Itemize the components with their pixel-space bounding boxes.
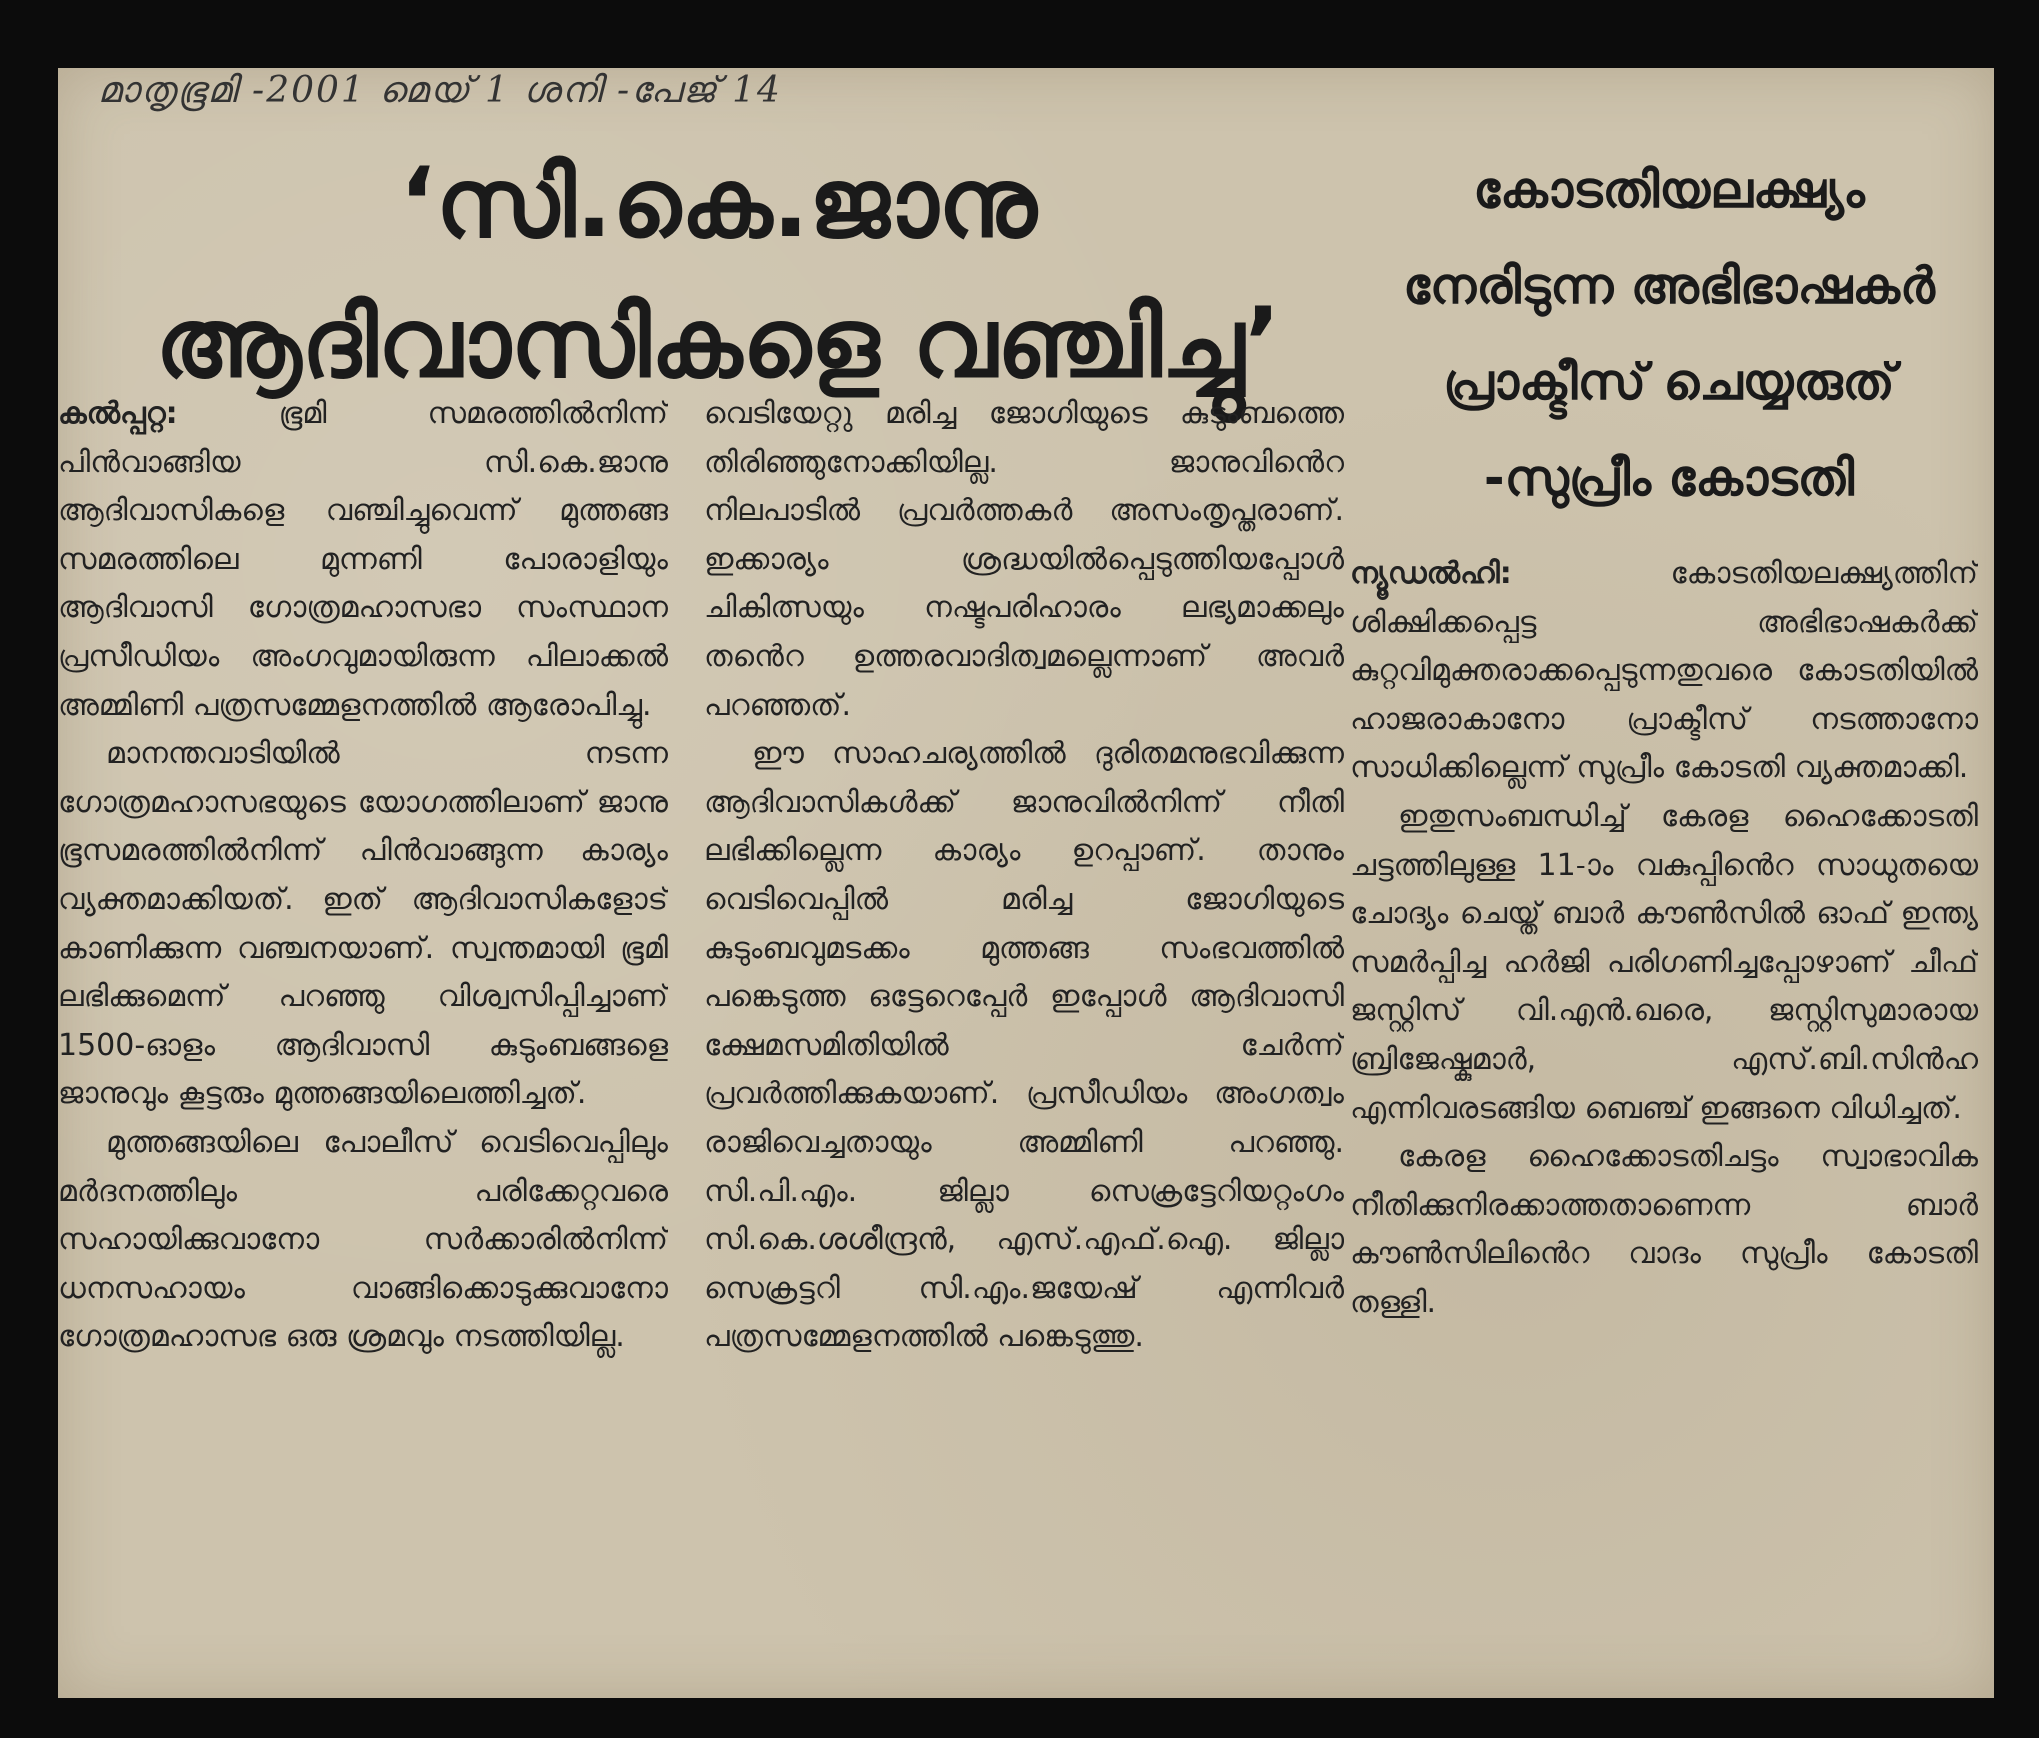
paragraph: വെടിയേറ്റു മരിച്ച ജോഗിയുടെ കുടുംബത്തെ തിരിഞ്ഞുനോക്കിയില്ല. ജാനുവിൻെറ നിലപാടിൽ പ്രവർത്തകർ അസംതൃപ്തരാണ്. ഇക്കാര്യം ശ്രദ്ധയിൽപ്പെടുത്തിയപ്പോൾ ചികിത്സയും നഷ്ടപരിഹാരം ലഭ്യമാക്കലും തൻെറ ഉത്തരവാദിത്വമല്ലെന്നാണ് അവർ പറഞ്ഞത്. <box>704 396 1344 723</box>
paragraph: ഇതുസംബന്ധിച്ച് കേരള ഹൈക്കോടതി ചട്ടത്തിലുള്ള 11-ാം വകുപ്പിൻെറ സാധുതയെ ചോദ്യം ചെയ്ത് ബാർ കൗൺസിൽ ഓഫ് ഇന്ത്യ സമർപ്പിച്ച ഹർജി പരിഗണിച്ചപ്പോഴാണ് ചീഫ് ജസ്റ്റിസ് വി.എൻ.ഖരെ, ജസ്റ്റിസുമാരായ ബ്രിജേഷ്കുമാർ, എസ്.ബി.സിൻഹ എന്നിവരടങ്ങിയ ബെഞ്ച് ഇങ്ങനെ വിധിച്ചത്. <box>1350 798 1978 1126</box>
main-headline-line-2: ആദിവാസികളെ വഞ്ചിച്ചു’ <box>155 287 1281 399</box>
paragraph-text: ഭൂമി സമരത്തിൽനിന്ന് പിൻവാങ്ങിയ സി.കെ.ജാനു ആദിവാസികളെ വഞ്ചിച്ചുവെന്ന് മുത്തങ്ങ സമരത്തിലെ മുന്നണി പോരാളിയും ആദിവാസി ഗോത്രമഹാസഭാ സംസ്ഥാന പ്രസീഡിയം അംഗവുമായിരുന്ന പിലാക്കൽ അമ്മിണി പത്രസമ്മേളനത്തിൽ ആരോപിച്ചു. <box>58 396 668 723</box>
paragraph-text: കോടതിയലക്ഷ്യത്തിന് ശിക്ഷിക്കപ്പെട്ട അഭിഭാഷകർക്ക് കുറ്റവിമുക്തരാക്കപ്പെടുന്നതുവരെ കോടതിയിൽ ഹാജരാകാനോ പ്രാക്ടീസ് നടത്താനോ സാധിക്കില്ലെന്ന് സുപ്രീം കോടതി വ്യക്തമാക്കി. <box>1350 556 1978 786</box>
main-headline-line-1: ‘സി.കെ.ജാനു <box>399 147 1037 259</box>
newspaper-clipping <box>58 68 1994 1698</box>
handwritten-source-note: മാതൃഭൂമി -2001 മെയ് 1 ശനി -പേജ് 14 <box>98 70 782 111</box>
main-article-column-1 <box>58 390 668 1690</box>
paragraph <box>58 390 668 730</box>
dateline: ന്യൂഡൽഹി: <box>1350 556 1512 591</box>
paragraph: മുത്തങ്ങയിലെ പോലീസ് വെടിവെപ്പിലും മർദനത്തിലും പരിക്കേറ്റവരെ സഹായിക്കുവാനോ സർക്കാരിൽനിന്ന് ധനസഹായം വാങ്ങിക്കൊടുക്കുവാനോ ഗോത്രമഹാസഭ ഒരു ശ്രമവും നടത്തിയില്ല. <box>58 1124 668 1355</box>
main-headline <box>68 138 1368 428</box>
side-headline-line-3: പ്രാക്ടീസ് ചെയ്യരുത് <box>1443 353 1895 411</box>
paragraph: മാനന്തവാടിയിൽ നടന്ന ഗോത്രമഹാസഭയുടെ യോഗത്തിലാണ് ജാനു ഭൂസമരത്തിൽനിന്ന് പിൻവാങ്ങുന്ന കാര്യം വ്യക്തമാക്കിയത്. ഇത് ആദിവാസികളോട് കാണിക്കുന്ന വഞ്ചനയാണ്. സ്വന്തമായി ഭൂമി ലഭിക്കുമെന്ന് പറഞ്ഞു വിശ്വസിപ്പിച്ചാണ് 1500-ഓളം ആദിവാസി കുടുംബങ്ങളെ ജാനുവും കൂട്ടരും മുത്തങ്ങയിലെത്തിച്ചത്. <box>58 736 668 1112</box>
paragraph <box>1350 550 1978 793</box>
paragraph: ഈ സാഹചര്യത്തിൽ ദുരിതമനുഭവിക്കുന്ന ആദിവാസികൾക്ക് ജാനുവിൽനിന്ന് നീതി ലഭിക്കില്ലെന്ന കാര്യം ഉറപ്പാണ്. താനും വെടിവെപ്പിൽ മരിച്ച ജോഗിയുടെ കുടുംബവുമടക്കം മുത്തങ്ങ സംഭവത്തിൽ പങ്കെടുത്ത ഒട്ടേറെപ്പേർ ഇപ്പോൾ ആദിവാസി ക്ഷേമസമിതിയിൽ ചേർന്ന് പ്രവർത്തിക്കുകയാണ്. പ്രസീഡിയം അംഗത്വം രാജിവെച്ചതായും അമ്മിണി പറഞ്ഞു. സി.പി.എം. ജില്ലാ സെക്രട്ടേറിയറ്റംഗം സി.കെ.ശശീന്ദ്രൻ, എസ്.എഫ്.ഐ. ജില്ലാ സെക്രട്ടറി സി.എം.ജയേഷ് എന്നിവർ പത്രസമ്മേളനത്തിൽ പങ്കെടുത്തു. <box>704 736 1344 1355</box>
main-article-column-2 <box>704 390 1344 1690</box>
dateline: കൽപ്പറ്റ: <box>58 396 178 431</box>
side-headline <box>1344 142 1994 532</box>
side-headline-line-2: നേരിടുന്ന അഭിഭാഷകർ <box>1403 257 1935 315</box>
side-article-column <box>1350 550 1978 1690</box>
paragraph: കേരള ഹൈക്കോടതിചട്ടം സ്വാഭാവിക നീതിക്കുനിരക്കാത്തതാണെന്ന ബാർ കൗൺസിലിൻെറ വാദം സുപ്രീം കോടതി തള്ളി. <box>1350 1139 1978 1320</box>
side-headline-line-4: -സുപ്രീം കോടതി <box>1483 449 1855 507</box>
side-headline-line-1: കോടതിയലക്ഷ്യം <box>1473 161 1865 219</box>
